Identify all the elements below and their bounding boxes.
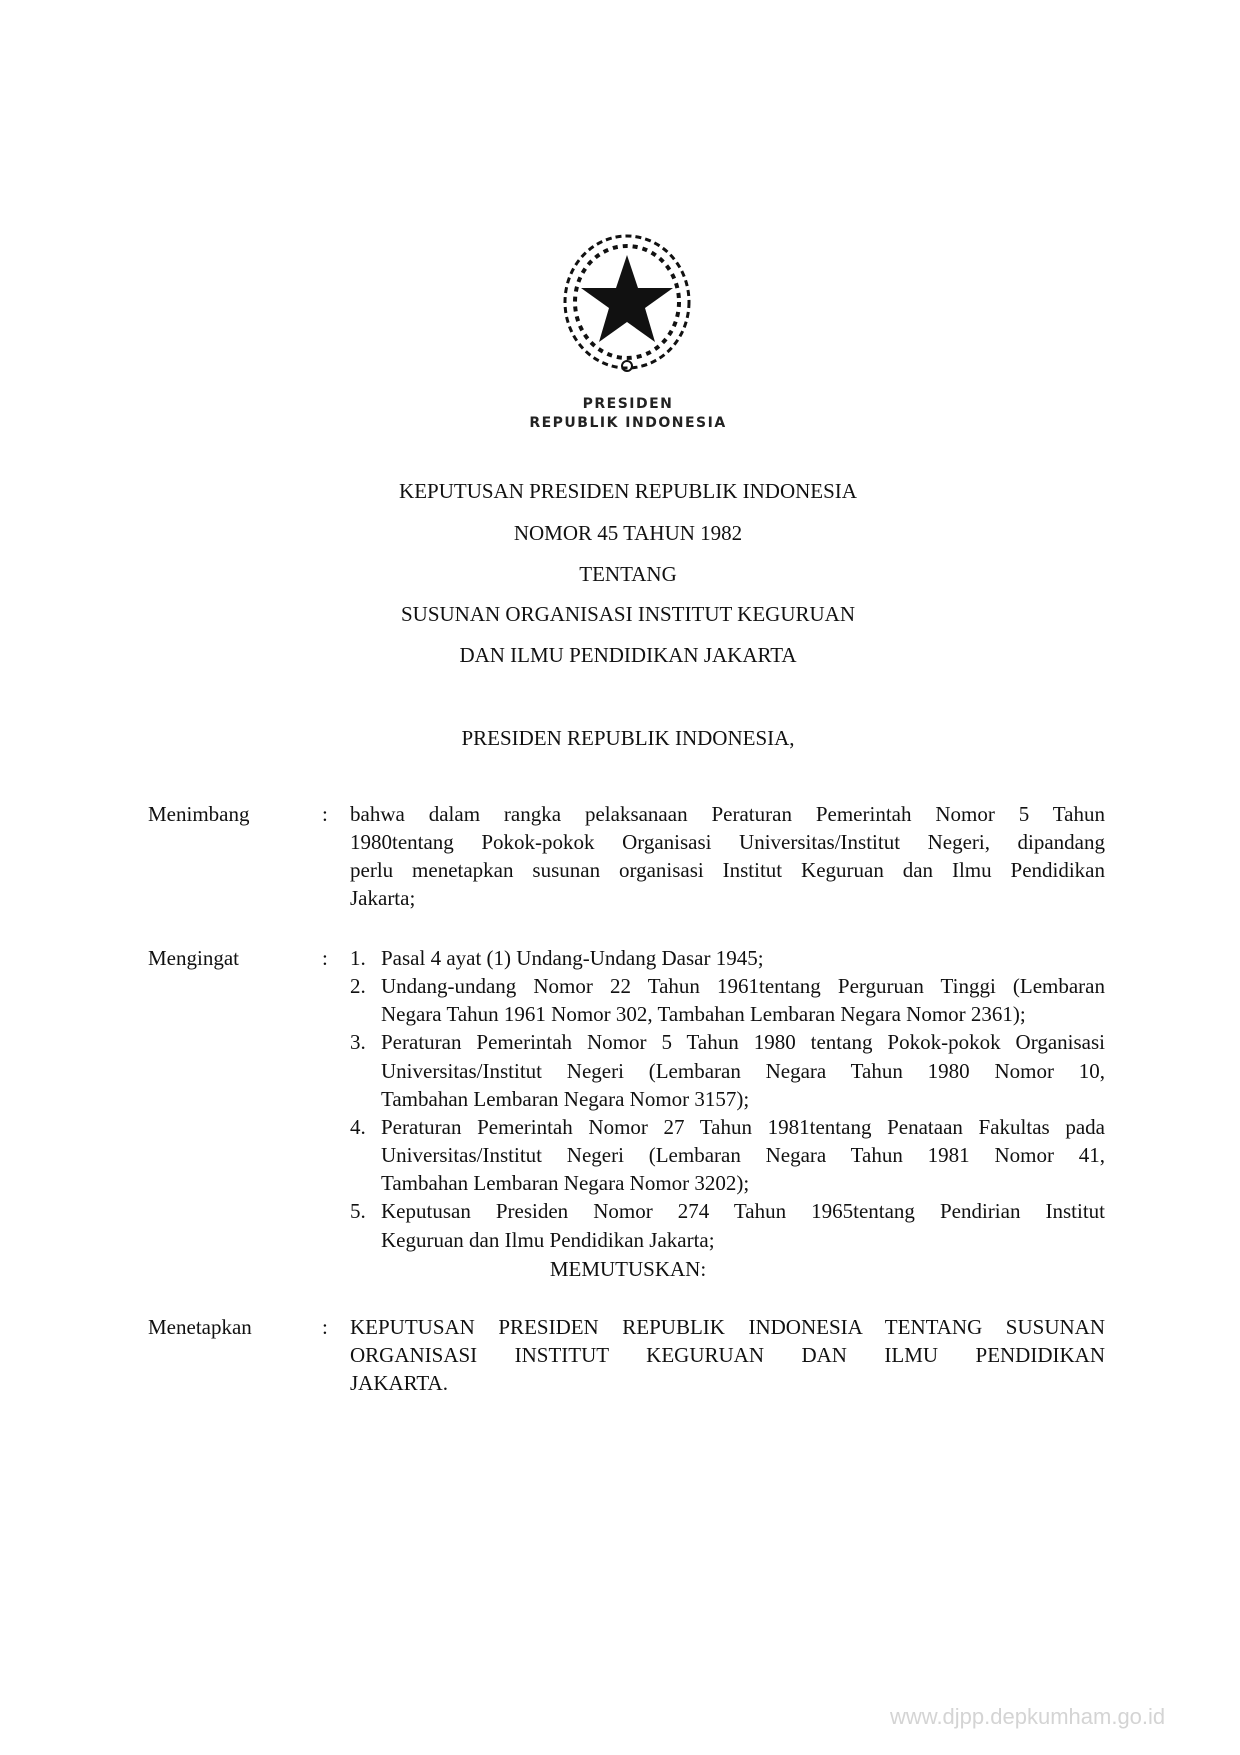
list-item-line: Peraturan Pemerintah Nomor 27 Tahun 1981tentang Penataan Fakultas pada [381,1115,1105,1139]
list-number: 1. [350,946,366,970]
list-item-line: Negara Tahun 1961 Nomor 302, Tambahan Lembaran Negara Nomor 2361); [381,1002,1026,1026]
list-number: 3. [350,1030,366,1054]
menetapkan-label: Menetapkan [148,1315,252,1339]
title-line-3: TENTANG [579,562,677,586]
list-number: 2. [350,974,366,998]
menetapkan-line: ORGANISASI INSTITUT KEGURUAN DAN ILMU PENDIDIKAN [350,1343,1105,1367]
list-number: 4. [350,1115,366,1139]
list-item-line: Universitas/Institut Negeri (Lembaran Negara Tahun 1981 Nomor 41, [381,1143,1105,1167]
list-item-line: Tambahan Lembaran Negara Nomor 3202); [381,1171,750,1195]
memutuskan-heading: MEMUTUSKAN: [549,1257,707,1281]
mengingat-label: Mengingat [148,946,239,970]
colon: : [322,946,328,970]
title-line-1: KEPUTUSAN PRESIDEN REPUBLIK INDONESIA [399,479,857,503]
menimbang-line: Jakarta; [350,886,416,910]
title-line-4: SUSUNAN ORGANISASI INSTITUT KEGURUAN [400,602,856,626]
title-line-2: NOMOR 45 TAHUN 1982 [513,521,743,545]
list-item-line: Tambahan Lembaran Negara Nomor 3157); [381,1087,750,1111]
menimbang-line: perlu menetapkan susunan organisasi Institut Keguruan dan Ilmu Pendidikan [350,858,1105,882]
logo-text-line1: PRESIDEN [582,396,674,412]
president-heading: PRESIDEN REPUBLIK INDONESIA, [461,726,795,750]
menimbang-line: bahwa dalam rangka pelaksanaan Peraturan Pemerintah Nomor 5 Tahun [350,802,1105,826]
list-item-line: Peraturan Pemerintah Nomor 5 Tahun 1980 tentang Pokok-pokok Organisasi [381,1030,1105,1054]
list-number: 5. [350,1199,366,1223]
menetapkan-line: KEPUTUSAN PRESIDEN REPUBLIK INDONESIA TENTANG SUSUNAN [350,1315,1105,1339]
list-item-line: Keguruan dan Ilmu Pendidikan Jakarta; [381,1228,715,1252]
watermark: www.djpp.depkumham.go.id [890,1704,1166,1729]
menimbang-line: 1980tentang Pokok-pokok Organisasi Universitas/Institut Negeri, dipandang [350,830,1105,854]
title-line-5: DAN ILMU PENDIDIKAN JAKARTA [459,643,797,667]
presidential-seal-logo [555,230,700,378]
list-item-line: Undang-undang Nomor 22 Tahun 1961tentang Perguruan Tinggi (Lembaran [381,974,1105,998]
list-item-line: Universitas/Institut Negeri (Lembaran Negara Tahun 1980 Nomor 10, [381,1059,1105,1083]
colon: : [322,802,328,826]
colon: : [322,1315,328,1339]
logo-text-line2: REPUBLIK INDONESIA [529,415,727,431]
list-item-line: Keputusan Presiden Nomor 274 Tahun 1965tentang Pendirian Institut [381,1199,1105,1223]
menetapkan-line: JAKARTA. [350,1371,448,1395]
menimbang-label: Menimbang [148,802,250,826]
list-item-line: Pasal 4 ayat (1) Undang-Undang Dasar 1945; [381,946,764,970]
